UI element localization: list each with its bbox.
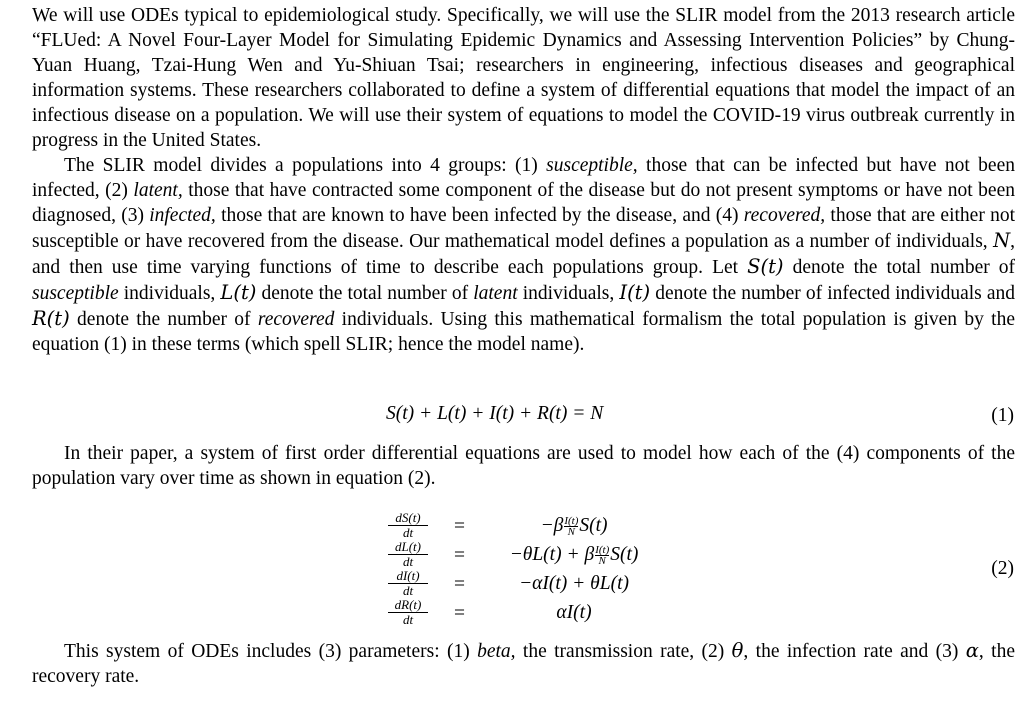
equation-row: $\frac{dL(t)}{dt}$ = −θL(t) + β $\frac{I(t)}{N}$ S(t) [388, 541, 688, 571]
equation-row: $\frac{dS(t)}{dt}$ = −β $\frac{I(t)}{N}$ S(t) [388, 512, 688, 542]
equation-2-number: (2) [991, 558, 1014, 579]
equation-1: S(t) + L(t) + I(t) + R(t) = N [386, 403, 604, 424]
derivative-fraction: $\frac{dI(t)}{dt}$ [388, 570, 428, 597]
intro-text: We will use ODEs typical to epidemiological study. Specifically, we will use the SLIR model from the 2013 research article “FLUed: A Novel Four-Layer Model for Simulating Epidemic Dynamics and Assessing Intervention Policies” by Chung-Yuan Huang, Tzai-Hung Wen and Yu-Shiuan Tsai; researchers in engineering, infectious diseases and geographical information systems. These researchers collaborated to define a system of differential equations that model the impact of an infectious disease on a population. We will use their system of equations to model the COVID-19 virus outbreak currently in progress in the United States. [32, 5, 1015, 151]
equation-row: $\frac{dR(t)}{dt}$ = αI(t) [388, 599, 688, 629]
derivative-fraction: $\frac{dR(t)}{dt}$ [388, 599, 428, 626]
equation-rhs: −αI(t) + θL(t) [518, 573, 630, 594]
slir-groups-paragraph: The SLIR model divides a populations into 4 groups: (1) susceptible, those that can be infected but have not been infected, (2) latent, those that have contracted some component of the disease but do not present symptoms or have not been diagnosed, (3) infected, those that are known to have been infected by the disease, and (4) recovered, those that are either not susceptible or have recovered from the disease. Our mathematical model defines a population as a number of individuals, N, and then use time varying functions of time to describe each populations group. Let S(t) denote the total number of susceptible individuals, L(t) denote the total number of latent individuals, I(t) denote the number of infected individuals and R(t) denote the number of recovered individuals. Using this mathematical formalism the total population is given by the equation (1) in these terms (which spell SLIR; hence the model name). [32, 155, 1016, 355]
derivative-fraction: $\frac{dL(t)}{dt}$ [388, 541, 428, 568]
derivative-fraction: $\frac{dS(t)}{dt}$ [388, 512, 428, 539]
equation-2-system [388, 512, 688, 632]
equation-row: $\frac{dI(t)}{dt}$ = −αI(t) + θL(t) [388, 570, 688, 600]
equation-rhs: −θL(t) + β $\frac{I(t)}{N}$ S(t) [509, 544, 639, 568]
equation-rhs: αI(t) [556, 602, 592, 623]
ode-intro-paragraph: In their paper, a system of first order differential equations are used to model how each of the (4) components of the population vary over time as shown in equation (2). [32, 443, 1015, 489]
equation-rhs: −β $\frac{I(t)}{N}$ S(t) [540, 515, 608, 539]
equation-1-number: (1) [991, 405, 1014, 426]
parameters-paragraph: This system of ODEs includes (3) parameters: (1) beta, the transmission rate, (2) θ, the infection rate and (3) α, the recovery rate. [32, 639, 1015, 687]
intro-paragraph [32, 3, 1015, 153]
